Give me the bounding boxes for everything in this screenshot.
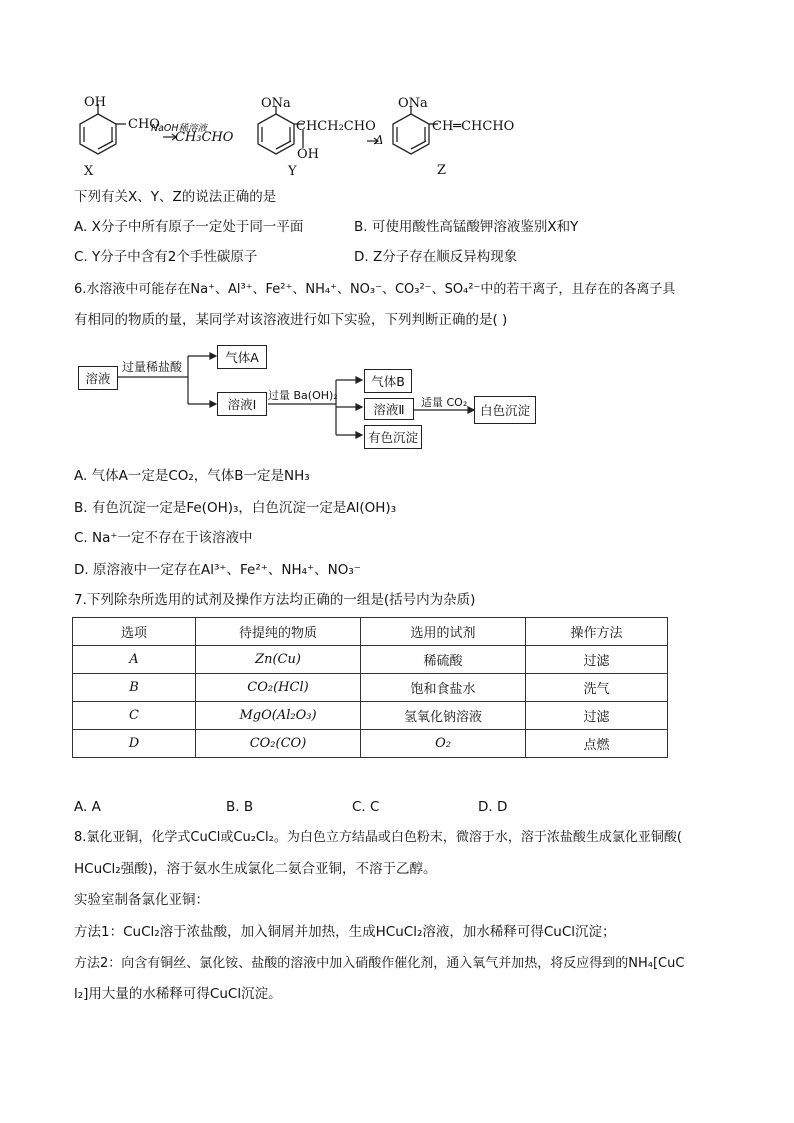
table-cell: B bbox=[73, 674, 196, 702]
table-cell: A bbox=[73, 646, 196, 674]
flow-white-precipitate: 白色沉淀 bbox=[474, 396, 536, 424]
q8-line-2: HCuCl₂强酸)，溶于氨水生成氯化二氨合亚铜，不溶于乙醇。 bbox=[74, 861, 437, 877]
q7-stem: 7.下列除杂所选用的试剂及操作方法均正确的一组是(括号内为杂质) bbox=[74, 592, 476, 608]
q5-stem: 下列有关X、Y、Z的说法正确的是 bbox=[74, 189, 277, 205]
table-cell: MgO(Al₂O₃) bbox=[196, 702, 361, 730]
flow-reagent-co2: 适量 CO₂ bbox=[421, 396, 468, 409]
table-cell: 点燃 bbox=[526, 730, 668, 758]
y-chain: CHCH₂CHO bbox=[296, 119, 376, 134]
q7-choice-a: A. A bbox=[74, 799, 101, 815]
table-cell: C bbox=[73, 702, 196, 730]
z-ona-group: ONa bbox=[398, 96, 428, 111]
table-row bbox=[73, 730, 668, 758]
table-cell: 过滤 bbox=[526, 702, 668, 730]
table-cell: CO₂(CO) bbox=[196, 730, 361, 758]
y-oh-group: OH bbox=[297, 147, 319, 162]
q7-choice-b: B. B bbox=[226, 799, 254, 815]
q6-option-d: D. 原溶液中一定存在Al³⁺、Fe²⁺、NH₄⁺、NO₃⁻ bbox=[74, 562, 361, 578]
table-row bbox=[73, 674, 668, 702]
table-cell: 饱和食盐水 bbox=[361, 674, 526, 702]
header-cell: 选项 bbox=[73, 618, 196, 646]
q7-table bbox=[72, 617, 668, 758]
table-cell: O₂ bbox=[361, 730, 526, 758]
flow-solution-1: 溶液Ⅰ bbox=[217, 392, 267, 416]
table-cell: 氢氧化钠溶液 bbox=[361, 702, 526, 730]
q8-line-5: 方法2：向含有铜丝、氯化铵、盐酸的溶液中加入硝酸作催化剂，通入氧气并加热，将反应得到的NH₄[CuC bbox=[74, 956, 685, 971]
flow-reagent-hcl: 过量稀盐酸 bbox=[122, 360, 183, 374]
label-x: X bbox=[84, 164, 94, 179]
arrow1-reagent: NaOH稀溶液 bbox=[151, 123, 208, 134]
flow-solution-2: 溶液Ⅱ bbox=[364, 398, 414, 420]
reaction-structures bbox=[60, 92, 540, 182]
arrow1-reagent-2: CH₃CHO bbox=[175, 130, 234, 145]
q7-choice-c: C. C bbox=[352, 799, 380, 815]
table-cell: 稀硫酸 bbox=[361, 646, 526, 674]
q8-line-6: l₂]用大量的水稀释可得CuCl沉淀。 bbox=[74, 986, 282, 1002]
header-cell: 选用的试剂 bbox=[361, 618, 526, 646]
heat-symbol: Δ bbox=[375, 133, 384, 147]
flow-solution: 溶液 bbox=[78, 366, 118, 390]
header-cell: 待提纯的物质 bbox=[196, 618, 361, 646]
benzene-ring-x bbox=[80, 104, 126, 154]
q6-stem-line1: 6.水溶液中可能存在Na⁺、Al³⁺、Fe²⁺、NH₄⁺、NO₃⁻、CO₃²⁻、SO₄²⁻中的若干离子，且存在的各离子具 bbox=[74, 282, 676, 297]
table-cell: 过滤 bbox=[526, 646, 668, 674]
q5-option-c: C. Y分子中含有2个手性碳原子 bbox=[74, 249, 258, 265]
flow-gas-a: 气体A bbox=[217, 345, 267, 369]
x-oh-group: OH bbox=[84, 95, 106, 110]
table-cell: 洗气 bbox=[526, 674, 668, 702]
flow-gas-b: 气体B bbox=[364, 369, 412, 393]
q8-line-4: 方法1：CuCl₂溶于浓盐酸，加入铜屑并加热，生成HCuCl₂溶液，加水稀释可得CuCl沉淀； bbox=[74, 924, 616, 940]
q5-option-b: B. 可使用酸性高锰酸钾溶液鉴别X和Y bbox=[354, 219, 579, 235]
q5-option-d: D. Z分子存在顺反异构现象 bbox=[354, 249, 518, 265]
x-cho-group: CHO bbox=[128, 117, 160, 132]
y-ona-group: ONa bbox=[261, 96, 291, 111]
z-chain: CH═CHCHO bbox=[432, 119, 515, 134]
table-row bbox=[73, 702, 668, 730]
q6-stem-line2: 有相同的物质的量，某同学对该溶液进行如下实验，下列判断正确的是( ) bbox=[74, 312, 508, 328]
flow-colored-precipitate: 有色沉淀 bbox=[364, 425, 422, 449]
q6-option-c: C. Na⁺一定不存在于该溶液中 bbox=[74, 530, 253, 546]
flow-reagent-baoh2: 过量 Ba(OH)₂ bbox=[268, 389, 338, 402]
label-z: Z bbox=[437, 163, 447, 178]
q8-line-1: 8.氯化亚铜，化学式CuCl或Cu₂Cl₂。为白色立方结晶或白色粉末，微溶于水，溶于浓盐酸生成氯化亚铜酸( bbox=[74, 830, 682, 845]
table-row bbox=[73, 646, 668, 674]
q6-option-a: A. 气体A一定是CO₂，气体B一定是NH₃ bbox=[74, 468, 310, 484]
q5-option-a: A. X分子中所有原子一定处于同一平面 bbox=[74, 219, 304, 235]
label-y: Y bbox=[288, 164, 297, 179]
table-cell: CO₂(HCl) bbox=[196, 674, 361, 702]
q8-line-3: 实验室制备氯化亚铜： bbox=[74, 892, 209, 908]
header-cell: 操作方法 bbox=[526, 618, 668, 646]
q7-choice-d: D. D bbox=[478, 799, 508, 815]
q6-option-b: B. 有色沉淀一定是Fe(OH)₃，白色沉淀一定是Al(OH)₃ bbox=[74, 500, 397, 516]
table-cell: D bbox=[73, 730, 196, 758]
table-header-row bbox=[73, 618, 668, 646]
table-cell: Zn(Cu) bbox=[196, 646, 361, 674]
